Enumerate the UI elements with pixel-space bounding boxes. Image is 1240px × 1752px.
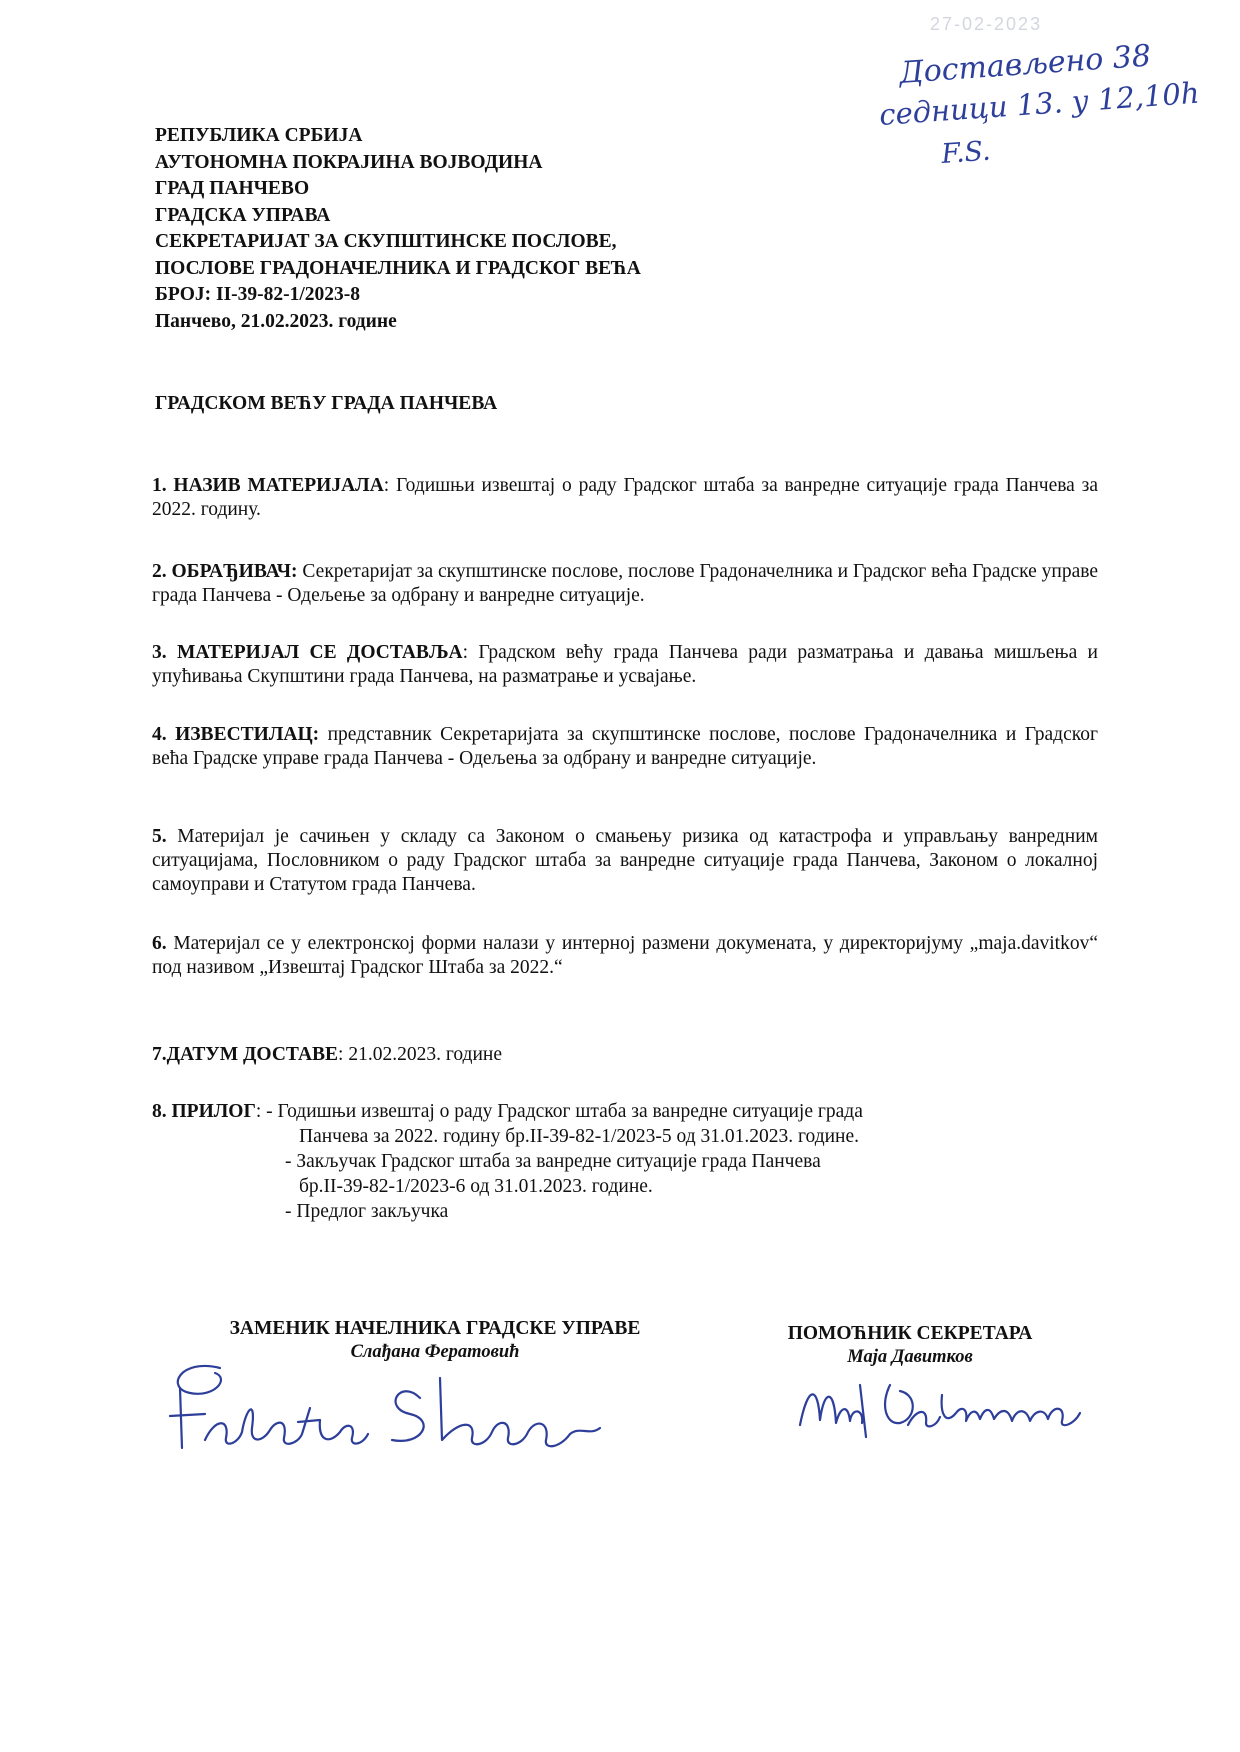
header-city: ГРАД ПАНЧЕВО: [155, 178, 310, 199]
section-electronic-form: [152, 932, 1098, 980]
header-province: АУТОНОМНА ПОКРАЈИНА ВОЈВОДИНА: [155, 151, 543, 173]
section-text: : Градском већу града Панчева ради разматрања и давања мишљења и упућивања Скупштини града Панчева, на разматрање и усвајање.: [152, 642, 1098, 687]
section-label: 4. ИЗВЕСТИЛАЦ:: [152, 724, 320, 745]
section-submitted-to: [152, 641, 1098, 689]
section-delivery-date: [152, 1043, 1098, 1067]
attachment-item-2: - Закључак Градског штаба за ванредне ситуације града Панчева: [285, 1151, 821, 1172]
section-text: : 21.02.2023. године: [338, 1044, 502, 1065]
header-reference-number: БРОЈ: II-39-82-1/2023-8: [155, 284, 361, 305]
section-prepared-by: [152, 560, 1098, 608]
signature-name: Слађана Фератовић: [350, 1342, 520, 1362]
section-text: представник Секретаријата за скупштинске послове, послове Градоначелника и Градског већа Градске управе града Панчева - Одељења за одбрану и ванредне ситуације.: [152, 724, 1098, 769]
section-text: Материјал се у електронској форми налази у интерној размени докумената, у директоријуму „maja.davitkov“ под називом „Извештај Градског Штаба за 2022.“: [152, 933, 1098, 978]
attachment-item-3: - Предлог закључка: [285, 1201, 449, 1222]
section-label: 3. МАТЕРИЈАЛ СЕ ДОСТАВЉА: [152, 642, 463, 663]
header-secretariat-cont: ПОСЛОВЕ ГРАДОНАЧЕЛНИКА И ГРАДСКОГ ВЕЋА: [155, 257, 641, 279]
section-legal-basis: [152, 825, 1098, 897]
attachment-item-1: : - Годишњи извештај о раду Градског штаба за ванредне ситуације града: [255, 1101, 863, 1122]
section-text: Материјал је сачињен у складу са Законом о смањењу ризика од катастрофа и управљању ванредним ситуацијама, Пословником о раду Градског штаба за ванредне ситуације града Панчева, Законом о локалној самоуправи и Статутом града Панчева.: [152, 826, 1098, 895]
signature-name: Маја Давитков: [847, 1347, 973, 1367]
addressee: ГРАДСКОМ ВЕЋУ ГРАДА ПАНЧЕВА: [155, 393, 498, 414]
letterhead: [155, 123, 855, 335]
section-rapporteur: [152, 723, 1098, 771]
attachment-item-1-cont: Панчева за 2022. годину бр.II-39-82-1/2023-5 од 31.01.2023. године.: [299, 1126, 860, 1147]
received-stamp: 27-02-2023: [930, 14, 1043, 34]
section-text: : Годишњи извештај о раду Градског штаба за ванредне ситуације града Панчева за 2022. годину.: [152, 475, 1099, 520]
header-country: РЕПУБЛИКА СРБИЈА: [155, 125, 363, 146]
section-label: 1. НАЗИВ МАТЕРИЈАЛА: [152, 475, 384, 496]
handwritten-note-line2: седници 13. у 12,10h: [878, 75, 1201, 132]
header-date: Панчево, 21.02.2023. године: [155, 310, 397, 332]
section-label: 5.: [152, 826, 167, 847]
section-label: 7.ДАТУМ ДОСТАВЕ: [152, 1044, 339, 1065]
header-administration: ГРАДСКА УПРАВА: [155, 204, 331, 226]
section-text: Секретаријат за скупштинске послове, послове Градоначелника и Градског већа Градске управе града Панчева - Одељење за одбрану и ванредне ситуације.: [152, 561, 1098, 606]
signature-block-assistant-secretary: [750, 1323, 1070, 1368]
attachments-label: 8. ПРИЛОГ: [152, 1101, 256, 1122]
attachment-item-2-cont: бр.II-39-82-1/2023-6 од 31.01.2023. године.: [299, 1176, 653, 1197]
signature-title: ПОМОЋНИК СЕКРЕТАРА: [787, 1323, 1033, 1344]
handwritten-note-line3: F.S.: [940, 135, 992, 170]
handwritten-signature-right: [790, 1365, 1090, 1445]
section-label: 6.: [152, 933, 167, 954]
handwritten-signature-left: [160, 1348, 610, 1458]
header-secretariat: СЕКРЕТАРИЈАТ ЗА СКУПШТИНСКЕ ПОСЛОВЕ,: [155, 231, 617, 252]
section-material-title: [152, 474, 1098, 522]
signature-title: ЗАМЕНИК НАЧЕЛНИКА ГРАДСКЕ УПРАВЕ: [229, 1318, 641, 1339]
handwritten-note-line1: Достављено 38: [898, 38, 1153, 91]
section-label: 2. ОБРАЂИВАЧ:: [152, 561, 298, 582]
handwritten-note: [870, 38, 1201, 195]
